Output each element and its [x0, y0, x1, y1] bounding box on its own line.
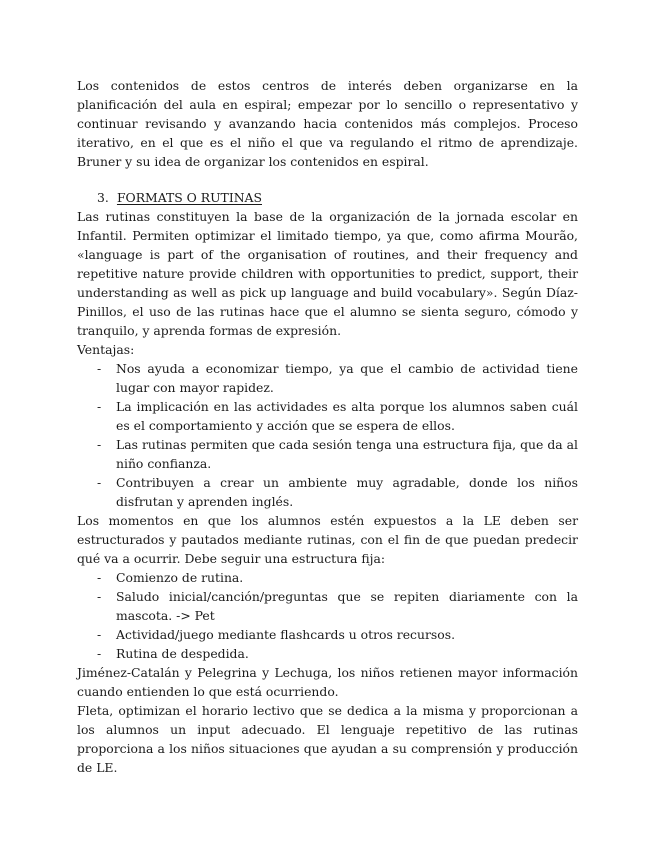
list-item: - La implicación en las actividades es alta porque los alumnos saben cuál es el comportamiento y acción que se espera de ellos. [77, 397, 578, 435]
section-heading [97, 188, 578, 207]
intro-paragraph: Los contenidos de estos centros de interés deben organizarse en la planificación del aula en espiral; empezar por lo sencillo o representativo y continuar revisando y avanzando hacia contenidos más complejos. Proceso iterativo, en el que es el niño el que va regulando el ritmo de aprendizaje. Bruner y su idea de organizar los contenidos en espiral. [77, 78, 578, 169]
routines-paragraph: Las rutinas constituyen la base de la organización de la jornada escolar en Infantil. Permiten optimizar el limitado tiempo, ya que, como afirma Mourão, «language is part of the organisation of routines, and their frequency and repetitive nature provide children with opportunities to predict, support, their understanding as well as pick up language and build vocabulary». Según Díaz-Pinillos, el uso de las rutinas hace que el alumno se sienta seguro, cómodo y tranquilo, y aprenda formas de expresión. [77, 209, 578, 338]
list-item: - Comienzo de rutina. [77, 568, 578, 587]
advantages-label: Ventajas: [77, 342, 135, 357]
structure-paragraph: Los momentos en que los alumnos estén expuestos a la LE deben ser estructurados y pautados mediante rutinas, con el fin de que puedan predecir qué va a ocurrir. Debe seguir una estructura fija: [77, 513, 578, 566]
list-item: - Contribuyen a crear un ambiente muy agradable, donde los niños disfrutan y aprenden inglés. [77, 473, 578, 511]
structure-steps-list [77, 568, 578, 663]
section-title: FORMATS O RUTINAS [116, 190, 262, 205]
paragraph-spacer [77, 171, 578, 188]
list-item: - Saludo inicial/canción/preguntas que se repiten diariamente con la mascota. -> Pet [77, 587, 578, 625]
closing-paragraph-2: Fleta, optimizan el horario lectivo que se dedica a la misma y proporcionan a los alumnos un input adecuado. El lenguaje repetitivo de las rutinas proporciona a los niños situaciones que ayudan a su comprensión y producción de LE. [77, 703, 578, 775]
section-number: 3. [97, 190, 109, 205]
list-item: - Rutina de despedida. [77, 644, 578, 663]
list-item: - Las rutinas permiten que cada sesión tenga una estructura fija, que da al niño confianza. [77, 435, 578, 473]
list-item: - Actividad/juego mediante flashcards u otros recursos. [77, 625, 578, 644]
closing-paragraph-1: Jiménez-Catalán y Pelegrina y Lechuga, los niños retienen mayor información cuando entienden lo que está ocurriendo. [77, 665, 578, 699]
list-item: - Nos ayuda a economizar tiempo, ya que el cambio de actividad tiene lugar con mayor rapidez. [77, 359, 578, 397]
advantages-list [77, 359, 578, 511]
